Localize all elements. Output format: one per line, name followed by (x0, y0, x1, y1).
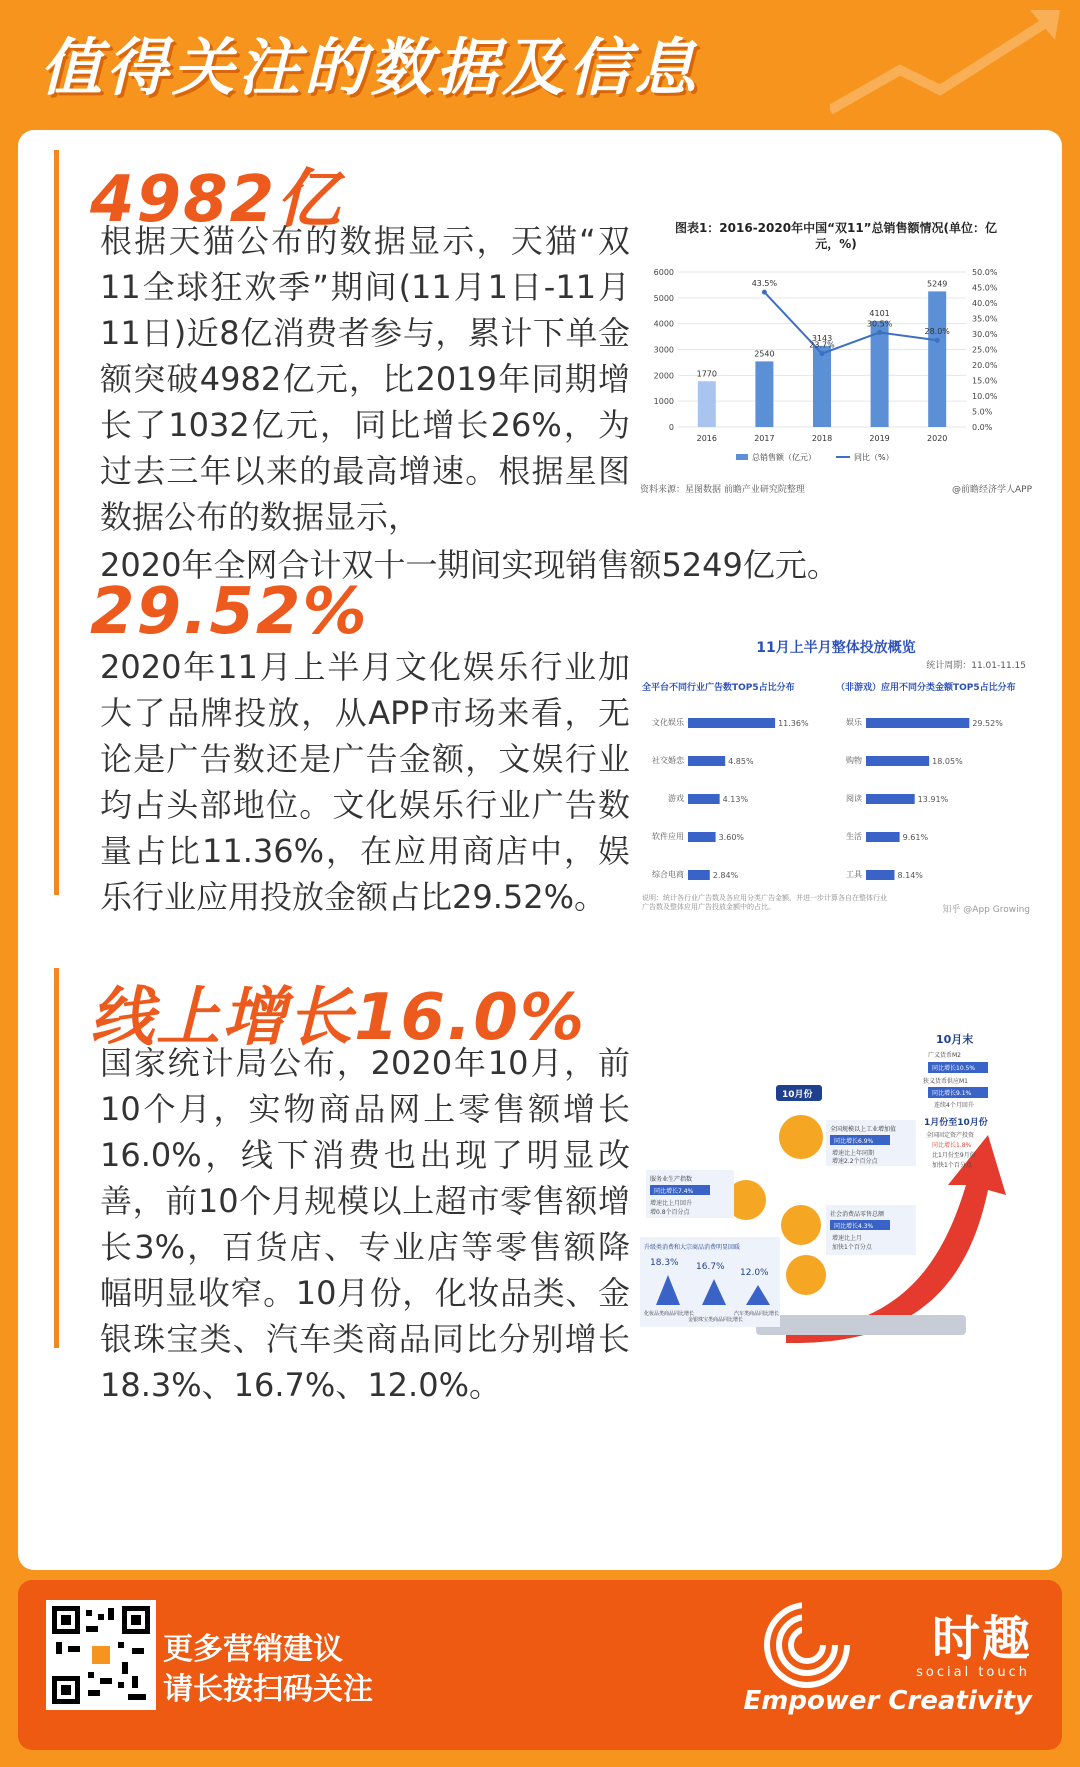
y2-tick-label: 0.0% (972, 423, 993, 432)
legend-label: 总销售额（亿元） (752, 453, 816, 462)
chart-credit: @前瞻经济学人APP (951, 485, 1032, 495)
svg-text:社会消费品零售总额: 社会消费品零售总额 (830, 1211, 885, 1218)
bar-value-label: 3143 (811, 333, 833, 343)
bar-category-label: 工具 (846, 870, 862, 879)
svg-text:同比增长7.4%: 同比增长7.4% (654, 1188, 694, 1195)
bar (813, 346, 831, 427)
section-body: 根据天猫公布的数据显示，天猫“双11全球狂欢季”期间(11月1日-11月11日)近8亿消费者参与，累计下单金额突破4982亿元，比2019年同期增长了1032亿元，同比增长26%，为过去三年以来的最高增速。根据星图数据公布的数据显示， (100, 222, 630, 536)
svg-text:全国规模以上工业增加值: 全国规模以上工业增加值 (830, 1126, 897, 1133)
bar (688, 756, 725, 766)
section-advertising (18, 570, 1062, 970)
brand-sub: social touch (916, 1665, 1030, 1680)
slogan: Empower Creativity (743, 1686, 1032, 1716)
bar (866, 870, 894, 880)
economy-infographic-svg (636, 1025, 1036, 1345)
yoy-label: 30.5% (866, 319, 893, 329)
yoy-line (764, 292, 937, 353)
panel-title-left: 全平台不同行业广告数TOP5占比分布 (642, 683, 795, 693)
economy-infographic (636, 1025, 1036, 1345)
svg-text:同比增长1.8%: 同比增长1.8% (932, 1142, 972, 1149)
svg-text:12.0%: 12.0% (740, 1268, 769, 1278)
svg-text:增速比上月: 增速比上月 (832, 1235, 863, 1242)
svg-text:18.3%: 18.3% (650, 1258, 679, 1268)
chart-source: 资料来源：星图数据 前瞻产业研究院整理 (640, 485, 805, 495)
section-headline: 29.52% (90, 575, 369, 649)
svg-text:广义货币M2: 广义货币M2 (928, 1052, 961, 1059)
qr-code-icon[interactable] (46, 1600, 156, 1710)
chart-title: 图表1：2016-2020年中国“双11”总销售额情况(单位：亿元，%) (674, 221, 998, 251)
y-tick-label: 2000 (653, 371, 674, 381)
chart-note: 说明：统计各行业广告数及各应用分类广告金额，并进一步计算各自在整体行业广告数及整体应用广告投放金额中的占比。 (642, 894, 887, 911)
y2-tick-label: 25.0% (972, 345, 998, 355)
y2-tick-label: 35.0% (972, 314, 998, 324)
chart-period: 统计周期：11.01-11.15 (926, 661, 1026, 671)
label-jan-oct: 1月份至10月份 (924, 1118, 988, 1128)
ad-chart-svg (636, 704, 1036, 894)
bar-value-label: 11.36% (778, 719, 809, 728)
svg-text:服务业生产指数: 服务业生产指数 (650, 1176, 693, 1183)
bar-value-label: 3.60% (718, 833, 745, 842)
chart-credit: 知乎 @App Growing (942, 905, 1030, 915)
svg-text:金银珠宝类商品同比增长: 金银珠宝类商品同比增长 (688, 1317, 744, 1323)
page-title: 值得关注的数据及信息 (40, 31, 701, 104)
y-tick-label: 1000 (653, 397, 674, 407)
svg-text:全国固定资产投资: 全国固定资产投资 (926, 1132, 975, 1139)
arrow-decoration-icon (830, 10, 1060, 120)
x-tick-label: 2017 (754, 434, 775, 443)
yoy-label: 28.0% (924, 327, 950, 337)
section-sales (18, 130, 1062, 600)
ad-chart (636, 640, 1036, 920)
sales-chart-svg (636, 252, 1036, 482)
y2-tick-label: 15.0% (972, 376, 998, 386)
x-tick-label: 2019 (869, 434, 890, 443)
y2-tick-label: 10.0% (972, 392, 998, 401)
bar-category-label: 娱乐 (846, 718, 862, 727)
bar (688, 794, 720, 804)
bar-value-label: 13.91% (917, 795, 949, 804)
svg-text:16.7%: 16.7% (696, 1262, 725, 1272)
svg-text:汽车类商品同比增长: 汽车类商品同比增长 (734, 1311, 780, 1317)
yoy-point (877, 330, 882, 335)
yoy-point (935, 338, 940, 343)
bar (688, 718, 775, 728)
section-body: 2020年11月上半月文化娱乐行业加大了品牌投放，从APP市场来看，无论是广告数还是广告金额，文娱行业均占头部地位。文化娱乐行业广告数量占比11.36%，在应用商店中，娱乐行业应用投放金额占比29.52%。 (100, 648, 630, 916)
bar (698, 381, 716, 427)
y-tick-label: 4000 (653, 319, 674, 329)
section-online-growth (18, 960, 1062, 1520)
bar (866, 756, 929, 766)
bar-category-label: 社交婚恋 (652, 756, 684, 765)
bar (928, 291, 946, 427)
svg-text:增速比上月回升: 增速比上月回升 (650, 1200, 693, 1207)
footer-line-2: 请长按扫码关注 (163, 1672, 373, 1707)
legend-label: 同比（%） (854, 453, 894, 462)
bar (688, 832, 716, 842)
section-body: 国家统计局公布，2020年10月，前10个月，实物商品网上零售额增长16.0%，线下消费也出现了明显改善，前10个月规模以上超市零售额增长3%，百货店、专业店等零售额降幅明显收窄。10月份，化妆品类、金银珠宝类、汽车类商品同比分别增长18.3%、16.7%、12.0%。 (100, 1044, 630, 1404)
bar (688, 870, 710, 880)
section-body-tail: 2020年全网合计双十一期间实现销售额5249亿元。 (100, 546, 839, 584)
bar (866, 832, 900, 842)
bar-value-label: 8.14% (897, 871, 923, 880)
footer-line-1: 更多营销建议 (163, 1632, 343, 1667)
svg-text:化妆品类商品同比增长: 化妆品类商品同比增长 (644, 1311, 695, 1317)
yoy-label: 43.5% (751, 279, 778, 289)
y2-tick-label: 5.0% (972, 407, 993, 417)
y-tick-label: 6000 (653, 268, 674, 277)
bar-value-label: 2.84% (712, 871, 739, 880)
bar-value-label: 4.85% (728, 757, 754, 766)
y2-tick-label: 40.0% (972, 299, 998, 308)
bar-value-label: 4101 (869, 309, 890, 319)
svg-text:增速2.2个百分点: 增速2.2个百分点 (832, 1158, 878, 1165)
svg-text:同比增长9.1%: 同比增长9.1% (932, 1090, 972, 1097)
bar-value-label: 1770 (696, 369, 717, 379)
yoy-point (820, 351, 825, 356)
svg-text:狭义货币供应M1: 狭义货币供应M1 (923, 1078, 968, 1085)
bar-category-label: 文化娱乐 (652, 718, 684, 727)
brand-name: 时趣 (931, 1611, 1032, 1667)
footer (18, 1580, 1062, 1750)
bar-category-label: 生活 (846, 832, 862, 841)
section-headline: 4982亿 (90, 163, 343, 237)
svg-text:增速比上年同期: 增速比上年同期 (832, 1150, 875, 1157)
y-tick-label: 5000 (653, 293, 674, 303)
brand-logo-icon (762, 1600, 852, 1690)
bar (755, 361, 773, 427)
bar-value-label: 18.05% (932, 757, 963, 766)
y2-tick-label: 30.0% (972, 330, 998, 339)
label-oct: 10月份 (782, 1090, 813, 1100)
bar (866, 718, 969, 728)
bar-value-label: 9.61% (902, 833, 929, 842)
y2-tick-label: 20.0% (972, 361, 998, 370)
bar-value-label: 2540 (754, 349, 775, 359)
bar (866, 794, 915, 804)
svg-text:连续4个月回升: 连续4个月回升 (934, 1102, 974, 1109)
svg-text:同比增长6.9%: 同比增长6.9% (834, 1138, 874, 1145)
section-bar (54, 575, 59, 895)
bar-category-label: 综合电商 (652, 870, 684, 879)
panel-title-right: （非游戏）应用不同分类金额TOP5占比分布 (836, 683, 1016, 693)
bar-category-label: 阅读 (846, 794, 862, 803)
x-tick-label: 2020 (927, 434, 948, 443)
yoy-point (762, 290, 767, 295)
bar-category-label: 购物 (846, 756, 862, 765)
section-headline: 线上增长16.0% (90, 981, 587, 1055)
bar-value-label: 4.13% (722, 795, 749, 804)
svg-text:升级类消费和大宗商品消费明显回暖: 升级类消费和大宗商品消费明显回暖 (644, 1244, 741, 1251)
svg-text:同比增长10.5%: 同比增长10.5% (932, 1065, 976, 1072)
svg-text:比1月份至9月份: 比1月份至9月份 (932, 1152, 976, 1159)
bar (871, 321, 889, 427)
svg-text:加快1个百分点: 加快1个百分点 (832, 1244, 872, 1251)
footer-text (163, 1630, 373, 1710)
y2-tick-label: 45.0% (972, 283, 998, 293)
y-tick-label: 3000 (653, 345, 674, 355)
yoy-label: 23.7% (809, 340, 835, 350)
x-tick-label: 2018 (811, 434, 833, 443)
bar-value-label: 29.52% (972, 719, 1003, 728)
content-card (18, 130, 1062, 1570)
bar-category-label: 游戏 (668, 794, 684, 803)
chart-title: 11月上半月整体投放概览 (756, 640, 916, 656)
bar-category-label: 软件应用 (652, 832, 684, 841)
svg-text:同比增长4.3%: 同比增长4.3% (834, 1223, 874, 1230)
svg-text:增0.8个百分点: 增0.8个百分点 (650, 1209, 690, 1216)
y-tick-label: 0 (668, 423, 674, 432)
label-oct-end: 10月末 (936, 1033, 974, 1046)
section-bar (54, 968, 59, 1348)
x-tick-label: 2016 (696, 434, 717, 443)
section-bar (54, 150, 59, 590)
bar-value-label: 5249 (927, 279, 948, 289)
sales-chart (636, 220, 1036, 510)
svg-text:加快1个百分点: 加快1个百分点 (932, 1162, 972, 1169)
legend-swatch (736, 454, 748, 460)
y2-tick-label: 50.0% (972, 268, 998, 277)
